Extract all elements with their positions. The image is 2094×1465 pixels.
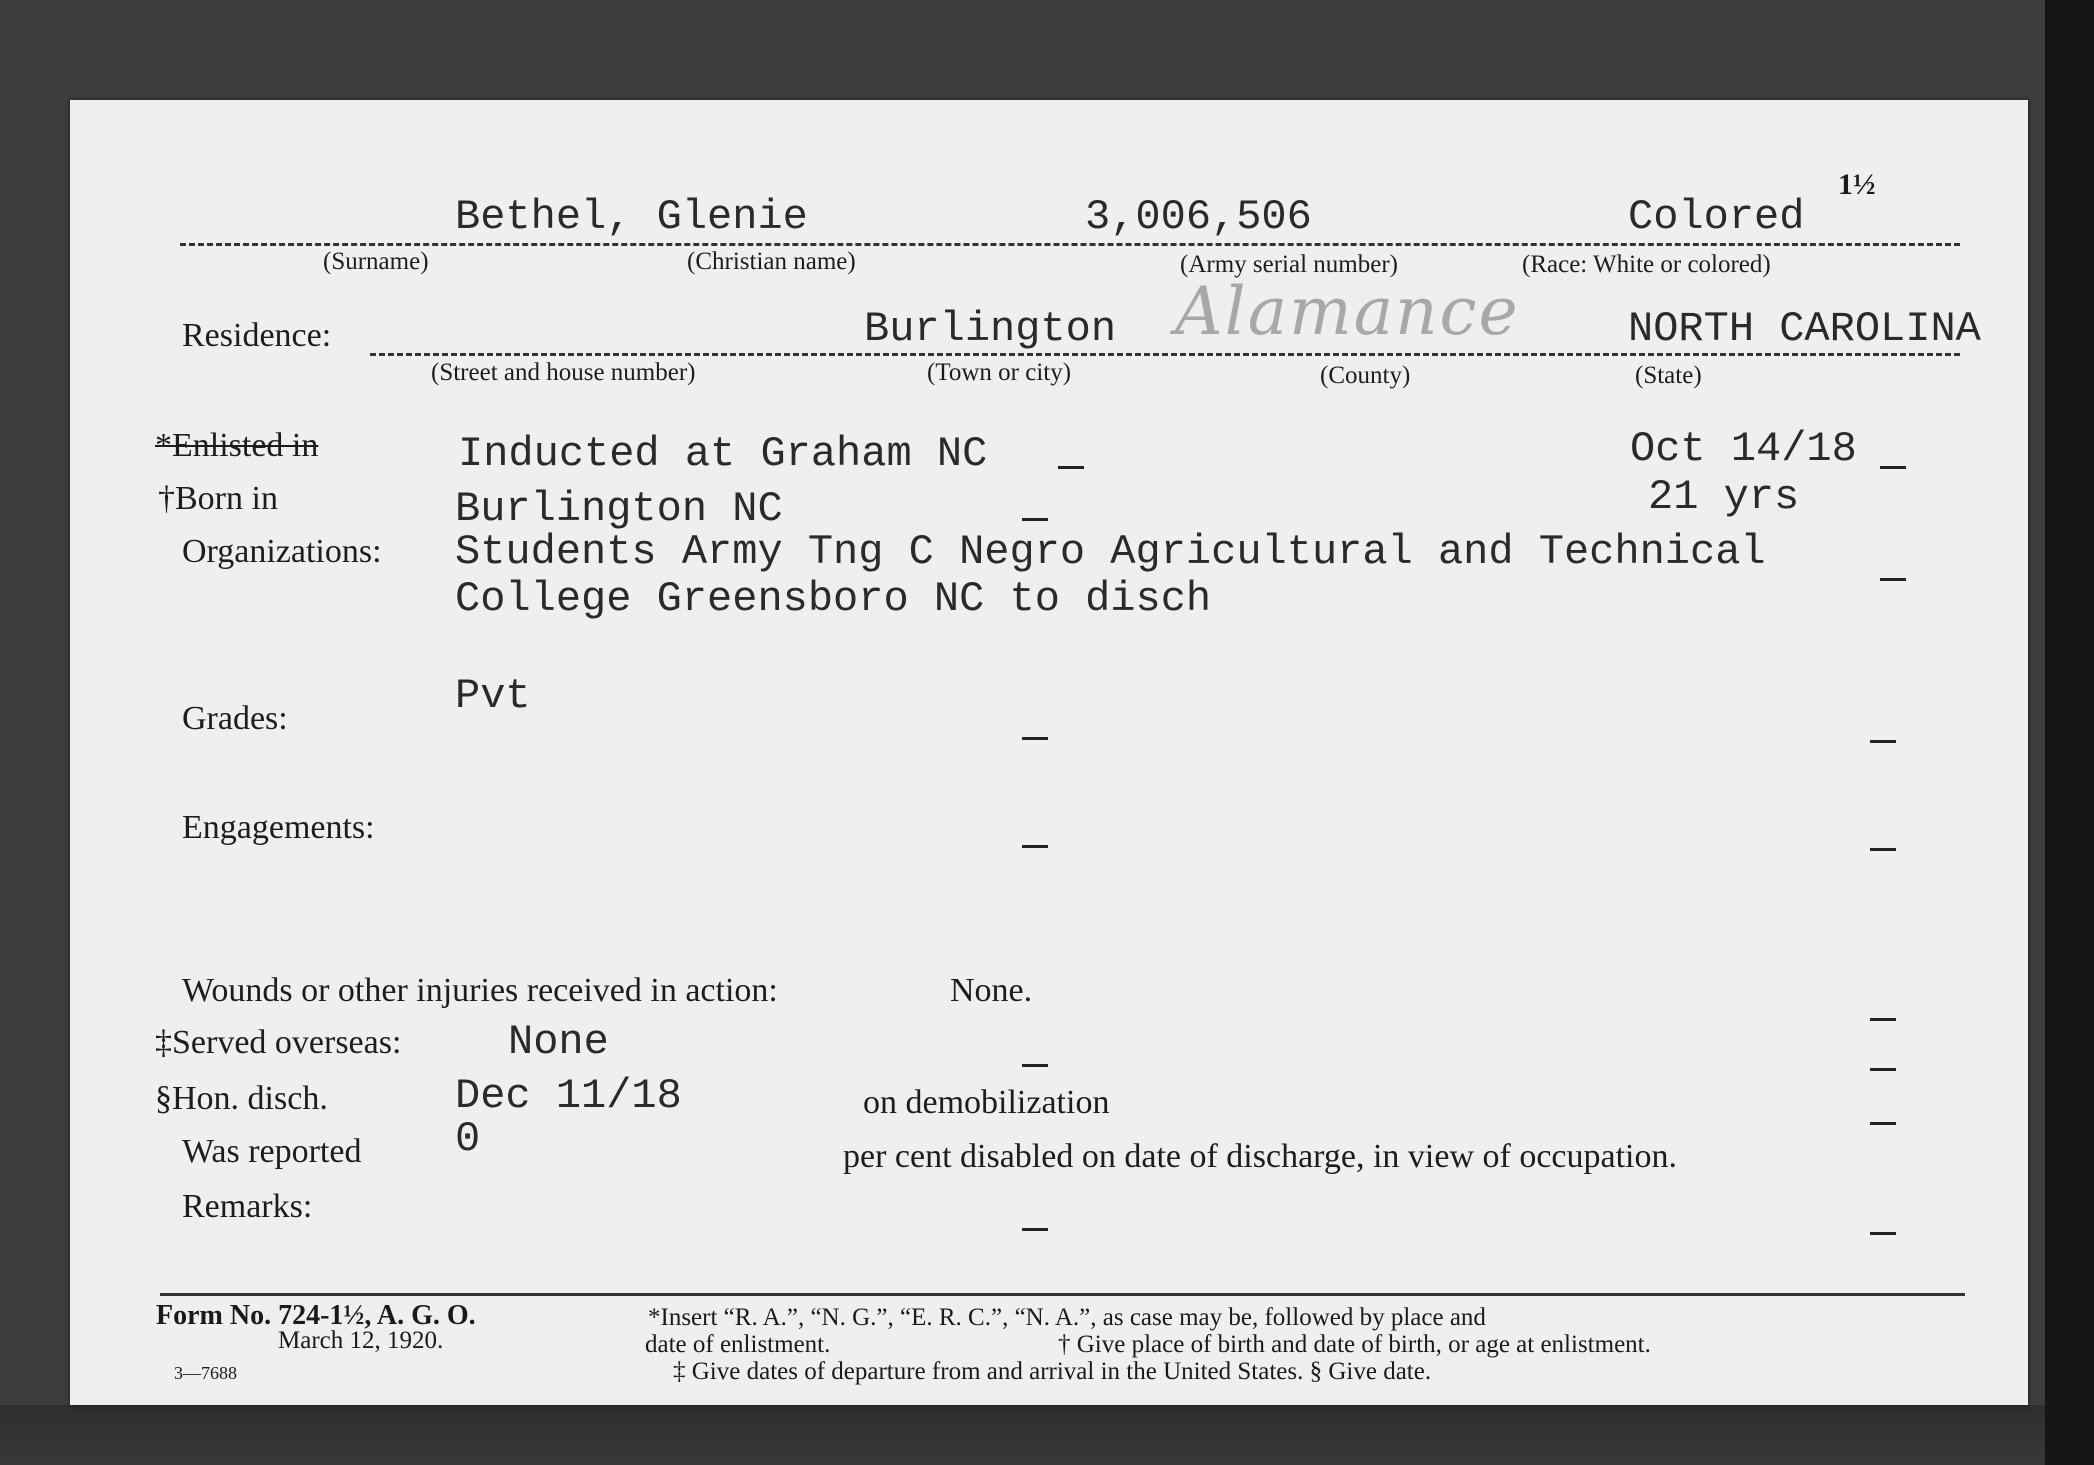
surname-caption: (Surname): [323, 248, 429, 275]
christian-name-caption: (Christian name): [687, 248, 856, 275]
county-caption: (County): [1320, 362, 1411, 389]
background-right: [2045, 0, 2094, 1465]
wounds-label: Wounds or other injuries received in action:: [182, 972, 778, 1009]
town-caption: (Town or city): [927, 359, 1072, 386]
wounds-dash-right: [1870, 1018, 1896, 1021]
was-reported-value: 0: [455, 1115, 481, 1163]
remarks-dash-right: [1870, 1232, 1896, 1235]
engagements-dash: [1022, 845, 1048, 848]
born-label: †Born in: [158, 480, 278, 517]
hon-disch-reason: on demobilization: [863, 1084, 1110, 1121]
serial-caption: (Army serial number): [1180, 251, 1398, 278]
age-value: 21 yrs: [1648, 473, 1800, 521]
was-reported-label: Was reported: [182, 1133, 362, 1170]
wounds-value: None.: [950, 972, 1033, 1009]
serial-number-value: 3,006,506: [1085, 193, 1312, 241]
overseas-dash-right: [1870, 1068, 1896, 1071]
residence-label: Residence:: [182, 317, 332, 354]
enlisted-value: Inducted at Graham NC: [458, 430, 988, 478]
enlisted-date-value: Oct 14/18: [1630, 425, 1857, 473]
name-value: Bethel, Glenie: [455, 193, 808, 241]
organizations-line2: College Greensboro NC to disch: [455, 575, 1212, 623]
was-reported-text: per cent disabled on date of discharge, in view of occupation.: [843, 1138, 1677, 1175]
grades-dash: [1022, 737, 1048, 740]
form-number: Form No. 724-1½, A. G. O.: [156, 1300, 476, 1331]
grades-dash-right: [1870, 740, 1896, 743]
overseas-dash: [1022, 1064, 1048, 1067]
footer-rule: [160, 1293, 1965, 1296]
enlisted-dash: [1058, 466, 1084, 469]
engagements-label: Engagements:: [182, 809, 375, 846]
hon-disch-dash-right: [1870, 1122, 1896, 1125]
remarks-dash: [1022, 1228, 1048, 1231]
organizations-dash: [1880, 578, 1906, 581]
organizations-label: Organizations:: [182, 533, 382, 570]
footnote-insert: *Insert “R. A.”, “N. G.”, “E. R. C.”, “N. A.”, as case may be, followed by place and: [648, 1304, 1486, 1331]
background-bottom: [0, 1405, 2094, 1465]
hon-disch-value: Dec 11/18: [455, 1072, 682, 1120]
born-value: Burlington NC: [455, 485, 783, 533]
engagements-dash-right: [1870, 848, 1896, 851]
form-code: 3—7688: [174, 1363, 237, 1383]
form-date: March 12, 1920.: [278, 1327, 444, 1354]
organizations-line1: Students Army Tng C Negro Agricultural and Technical: [455, 528, 1766, 576]
remarks-label: Remarks:: [182, 1188, 313, 1225]
served-overseas-label: ‡Served overseas:: [155, 1024, 402, 1061]
grades-value: Pvt: [455, 672, 531, 720]
name-line: [180, 243, 1960, 246]
hon-disch-label: §Hon. disch.: [155, 1080, 328, 1117]
card-fraction: 1½: [1838, 168, 1876, 201]
street-caption: (Street and house number): [431, 359, 696, 386]
served-overseas-value: None: [508, 1018, 609, 1066]
footnote-birth: † Give place of birth and date of birth, or age at enlistment.: [1058, 1331, 1651, 1358]
residence-state-value: NORTH CAROLINA: [1628, 305, 1981, 353]
state-caption: (State): [1635, 362, 1702, 389]
born-dash: [1022, 518, 1048, 521]
residence-line: [370, 353, 1960, 356]
footnote-enlistment: date of enlistment.: [645, 1331, 831, 1358]
enlisted-date-dash: [1880, 466, 1906, 469]
residence-town-value: Burlington: [864, 305, 1117, 353]
race-caption: (Race: White or colored): [1522, 251, 1771, 278]
service-record-card: [70, 100, 2028, 1405]
enlisted-label: *Enlisted in: [155, 427, 319, 464]
footnote-overseas: ‡ Give dates of departure from and arrival in the United States. § Give date.: [673, 1358, 1432, 1385]
race-value: Colored: [1628, 193, 1805, 241]
residence-county-handwritten: Alamance: [1175, 273, 1520, 350]
grades-label: Grades:: [182, 700, 288, 737]
